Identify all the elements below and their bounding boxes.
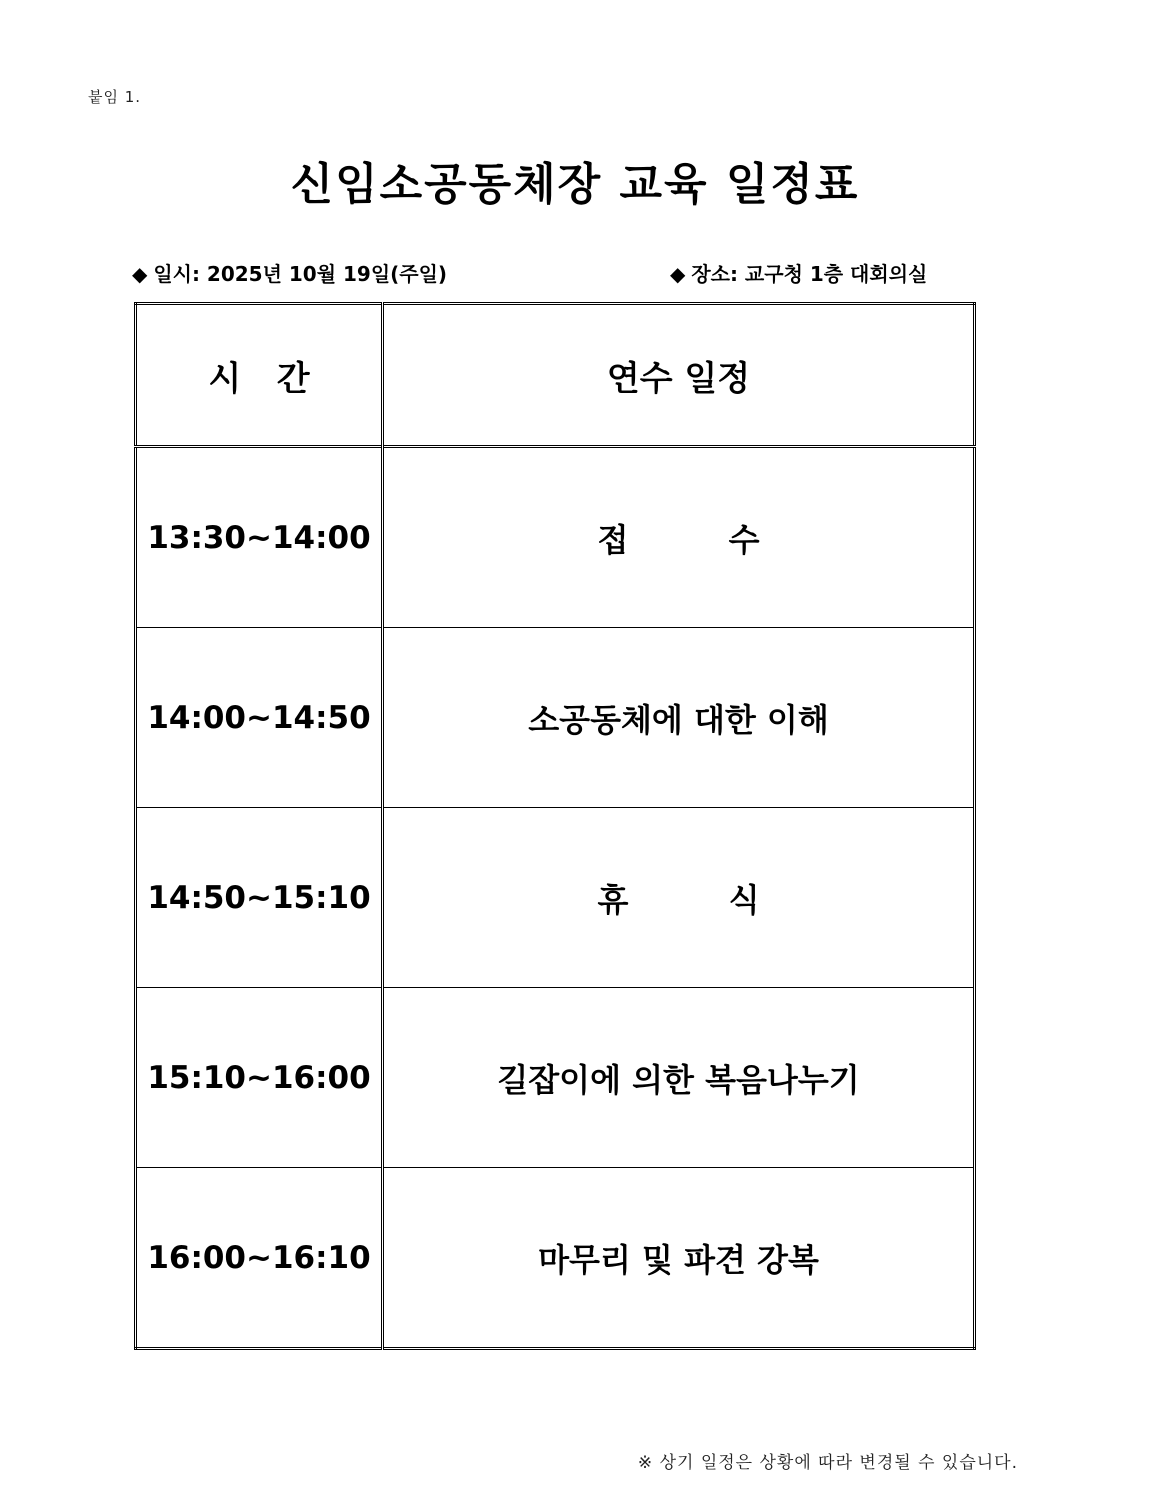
header-program: 연수 일정 xyxy=(383,304,975,447)
row-program: 길잡이에 의한 복음나누기 xyxy=(383,988,975,1168)
row-time: 14:00~14:50 xyxy=(136,628,383,808)
diamond-bullet-icon: ◆ xyxy=(669,262,686,286)
diamond-bullet-icon: ◆ xyxy=(131,262,148,286)
header-time: 시 간 xyxy=(136,304,383,447)
table-row xyxy=(136,628,975,808)
schedule-table xyxy=(134,302,976,1350)
row-time: 15:10~16:00 xyxy=(136,988,383,1168)
date-text: 일시: 2025년 10월 19일(주일) xyxy=(153,262,448,286)
row-time: 14:50~15:10 xyxy=(136,808,383,988)
attachment-label: 붙임 1. xyxy=(88,88,142,106)
footnote: ※ 상기 일정은 상황에 따라 변경될 수 있습니다. xyxy=(637,1453,1018,1473)
table-row xyxy=(136,988,975,1168)
row-program: 휴 식 xyxy=(383,808,975,988)
row-program: 접 수 xyxy=(383,447,975,628)
row-time: 13:30~14:00 xyxy=(136,447,383,628)
table-row xyxy=(136,808,975,988)
table-header-row xyxy=(136,304,975,447)
date-info xyxy=(118,234,447,287)
row-program: 마무리 및 파견 강복 xyxy=(383,1168,975,1349)
table-row xyxy=(136,1168,975,1349)
table-row xyxy=(136,447,975,628)
row-time: 16:00~16:10 xyxy=(136,1168,383,1349)
place-text: 장소: 교구청 1층 대회의실 xyxy=(691,262,928,286)
row-program: 소공동체에 대한 이해 xyxy=(383,628,975,808)
place-info xyxy=(656,234,927,287)
page-title: 신임소공동체장 교육 일정표 xyxy=(290,159,860,210)
